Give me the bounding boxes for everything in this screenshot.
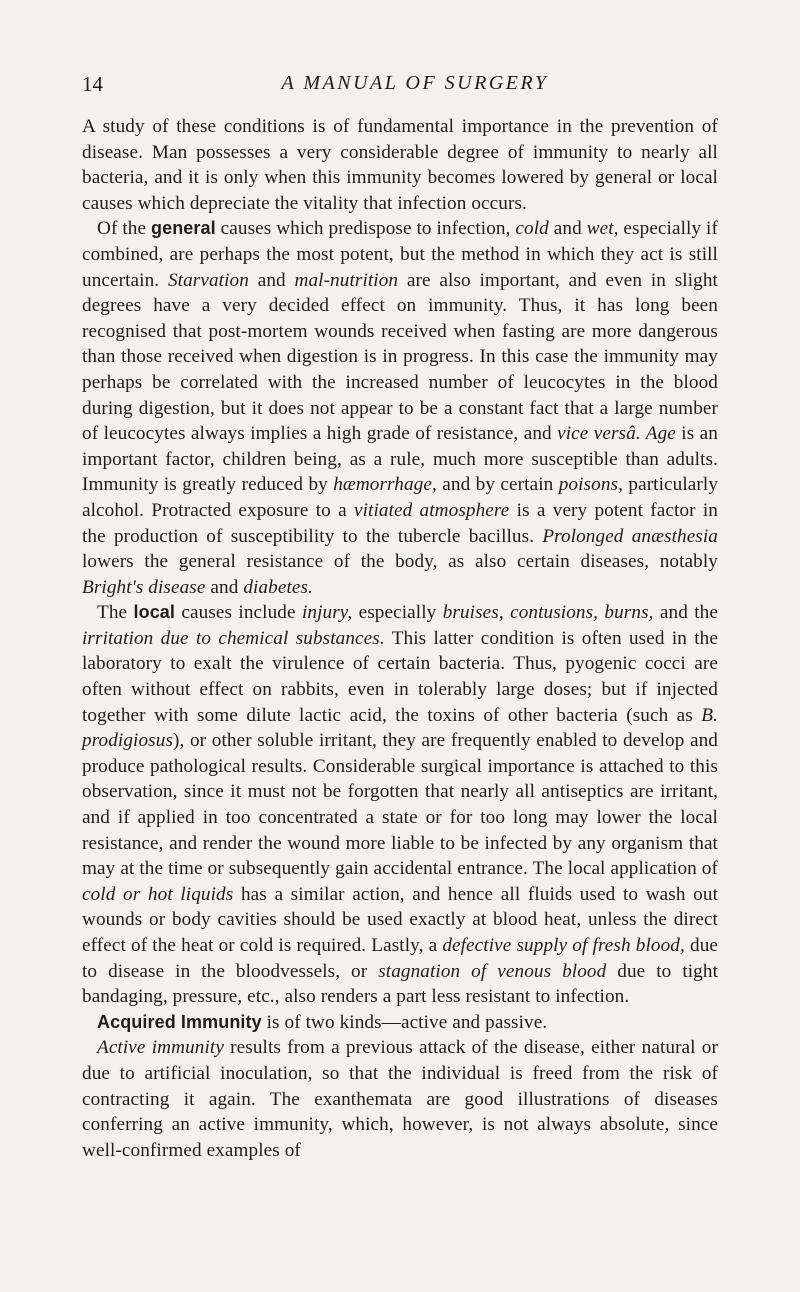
bold-term-general: general bbox=[151, 218, 216, 239]
text-run: is of two kinds—active and passive. bbox=[261, 1011, 548, 1033]
text-run: causes include bbox=[175, 602, 302, 624]
italic-term: Starvation bbox=[167, 269, 249, 291]
page-number: 14 bbox=[82, 72, 103, 96]
paragraph-local-causes bbox=[82, 600, 718, 1010]
page-header bbox=[82, 72, 718, 100]
italic-term: wet, bbox=[586, 218, 619, 240]
text-run: due to tight bandaging, pressure, etc., also renders a part less resistant to infection. bbox=[82, 960, 718, 1008]
paragraph-immunity-intro bbox=[82, 114, 718, 216]
bold-heading-acquired-immunity: Acquired Immunity bbox=[97, 1011, 262, 1032]
italic-term: cold bbox=[515, 218, 549, 240]
italic-term: stagnation of venous blood bbox=[378, 960, 607, 982]
italic-term: Prolonged anæsthesia bbox=[542, 525, 718, 547]
text-run: and the bbox=[653, 602, 718, 624]
text-run: is an important factor, children being, as a rule, much more susceptible than adults. Immunity is greatly reduced by bbox=[82, 423, 718, 496]
running-title: A MANUAL OF SURGERY bbox=[281, 72, 549, 94]
italic-term: poisons, bbox=[558, 474, 623, 496]
italic-term: hæmorrhage, bbox=[333, 474, 437, 496]
text-run: results from a previous attack of the disease, either natural or due to artificial inoculation, so that the individual is freed from the risk of contracting it again. The exanthemata are good illustrations of diseases conferring an active immunity, which, however, is not always absolute, since well-confirmed examples of bbox=[82, 1037, 718, 1161]
italic-term: mal-nutrition bbox=[294, 269, 399, 291]
italic-term: Active immunity bbox=[97, 1037, 224, 1059]
italic-term: vice versâ. Age bbox=[557, 423, 676, 445]
italic-term: B. prodigiosus bbox=[82, 704, 718, 752]
text-run: due to disease in the bloodvessels, or bbox=[82, 935, 718, 982]
text-run: and bbox=[548, 218, 587, 240]
paragraph-active-immunity bbox=[82, 1035, 718, 1163]
italic-term: injury, bbox=[301, 602, 353, 624]
page-body bbox=[82, 114, 718, 1163]
text-run: especially if combined, are perhaps the most potent, but the method in which they act is still uncertain. bbox=[82, 218, 718, 291]
text-run: especially bbox=[352, 602, 443, 624]
text-run: causes which predispose to infection, bbox=[215, 218, 516, 240]
text-run: lowers the general resistance of the body, as also certain diseases, notably bbox=[82, 551, 718, 573]
text-run: and bbox=[205, 576, 244, 598]
text-run: are also important, and even in slight degrees have a very decided effect on immunity. Thus, it has long been recognised that post-mortem wounds received when fasting are more dangerous than those received when digestion is in progress. In this case the immunity may perhaps be correlated with the increased number of leucocytes in the blood during digestion, but it does not appear to be a constant fact that a large number of leucocytes always implies a high grade of resistance, and bbox=[82, 269, 718, 445]
paragraph-acquired-immunity bbox=[82, 1010, 718, 1036]
text-run: The bbox=[97, 602, 134, 624]
italic-term: diabetes. bbox=[243, 576, 313, 598]
italic-term: defective supply of fresh blood, bbox=[442, 935, 685, 956]
paragraph-general-causes bbox=[82, 216, 718, 600]
italic-term: irritation due to chemical substances. bbox=[82, 627, 385, 649]
italic-term: bruises, contusions, burns, bbox=[442, 602, 654, 624]
paragraph-text: A study of these conditions is of fundamental importance in the prevention of disease. Man possesses a very considerable degree of immunity to nearly all bacteria, and it is only when this immunity becomes lowered by general or local causes which depreciate the vitality that infection occurs. bbox=[82, 116, 718, 214]
text-run: ), or other soluble irritant, they are frequently enabled to develop and produce pathological results. Considerable surgical importance is attached to this observation, since it must not be forgotten that nearly all antiseptics are irritant, and if applied in too concentrated a state or for too long may lower the local resistance, and render the wound more liable to be infected by any organism that may at the time or subsequently gain accidental entrance. The local application of bbox=[82, 730, 718, 880]
text-run: Of the bbox=[97, 218, 151, 240]
bold-term-local: local bbox=[133, 602, 176, 623]
text-run: This latter condition is often used in the laboratory to exalt the virulence of certain bacteria. Thus, pyogenic cocci are often without effect on rabbits, even in tolerably large doses; but if injected together with some dilute lactic acid, the toxins of other bacteria (such as bbox=[82, 627, 718, 726]
italic-term: vitiated atmosphere bbox=[353, 499, 510, 521]
italic-term: Bright's disease bbox=[82, 576, 206, 598]
text-run: is a very potent factor in the production of susceptibility to the tubercle bacillus. bbox=[82, 499, 719, 547]
text-run: and bbox=[248, 269, 295, 291]
text-run: and by certain bbox=[436, 474, 559, 496]
text-run: particularly alcohol. Protracted exposure to a bbox=[82, 474, 719, 521]
italic-term: cold or hot liquids bbox=[82, 883, 234, 905]
text-run: has a similar action, and hence all fluids used to wash out wounds or body cavities should be used exactly at blood heat, unless the direct effect of the heat or cold is required. Lastly, a bbox=[82, 883, 718, 956]
